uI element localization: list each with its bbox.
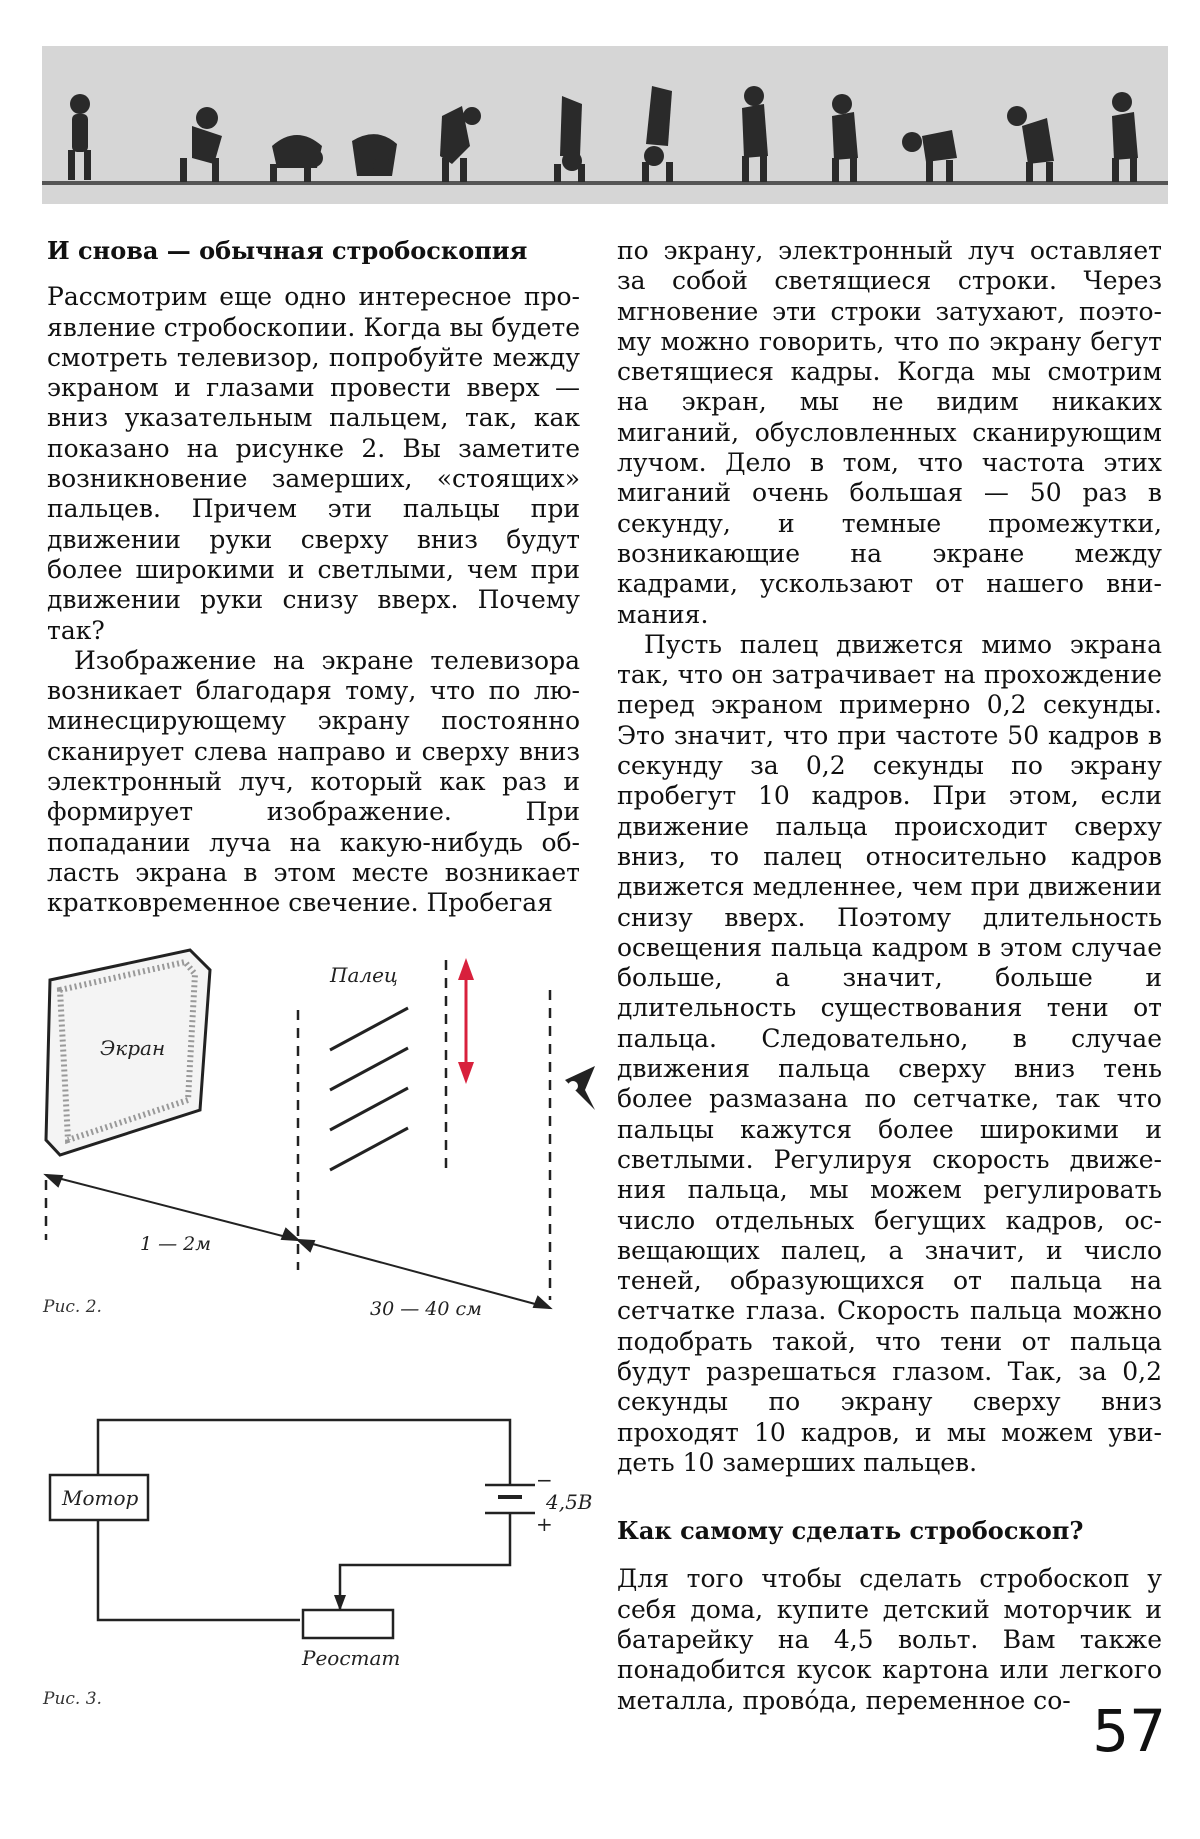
distance-arrow-1 bbox=[46, 1175, 298, 1240]
rheostat-label: Реостат bbox=[302, 1646, 401, 1670]
left-column bbox=[47, 236, 580, 919]
right-column bbox=[617, 236, 1162, 1716]
distance-label-1: 1 — 2м bbox=[140, 1233, 212, 1255]
figure-3-caption: Рис. 3. bbox=[43, 1689, 102, 1709]
battery-plus: + bbox=[536, 1512, 553, 1536]
figure-2-caption: Рис. 2. bbox=[43, 1297, 102, 1317]
section-heading-diy-stroboscope: Как самому сделать стробоскоп? bbox=[617, 1516, 1084, 1546]
motion-arrow bbox=[458, 958, 474, 1084]
screen-label: Экран bbox=[100, 1036, 166, 1060]
battery-voltage: 4,5В bbox=[546, 1490, 593, 1514]
paragraph: Пусть палец движется мимо экрана так, что он затрачивает на прохождение перед экраном примерно 0,2 секунды. Это значит, что при частоте 50 кадров в секунду за 0,2 секунды по экрану пробегут 10 кадров. При этом, если движение пальца происходит сверху вниз, то палец относительно кадров движется медленнее, чем при движении снизу вверх. Поэтому длительность освещения пальца кадром в этом случае больше, а значит, больше и длительность существования тени от пальца. Следовательно, в случае движения пальца сверху вниз тень более размазана по сетчатке, так что пальцы кажутся более широкими и светлыми. Регулируя скорость движения пальца, мы можем регулировать число отдельных бегущих кадров, освещающих палец, а значит, и число теней, образующихся от пальца на сетчатке глаза. Скорость пальца можно подобрать такой, что тени от пальца будут разрешаться глазом. Так, за 0,2 секунды по экрану сверху вниз проходят 10 кадров, и мы можем увидеть 10 замерших пальцев. bbox=[617, 629, 1162, 1477]
acrobat-sequence-image bbox=[42, 46, 1168, 204]
battery-minus: − bbox=[536, 1468, 553, 1492]
eye-icon bbox=[565, 1066, 595, 1110]
paragraph: Для того чтобы сделать стробоскоп у себя дома, купите детский моторчик и батарейку на 4,5 вольт. Вам также понадобится кусок картона или легкого металла, прово́да, переменное со- bbox=[617, 1564, 1162, 1715]
rheostat-box bbox=[303, 1610, 393, 1638]
figure-2-diagram bbox=[40, 940, 600, 1330]
finger-label: Палец bbox=[330, 963, 398, 987]
distance-label-2: 30 — 40 см bbox=[370, 1298, 482, 1320]
page-number: 57 bbox=[1092, 1697, 1166, 1765]
figure-3-circuit bbox=[40, 1405, 600, 1675]
paragraph: Рассмотрим еще одно интересное проявление стробоскопии. Когда вы будете смотреть телевизор, попробуйте между экраном и глазами провести вверх — вниз указательным пальцем, так, как показано на рисунке 2. Вы заметите возникновение замерших, «стоящих» пальцев. Причем эти пальцы при движении руки сверху вниз будут более широкими и светлыми, чем при движении руки снизу вверх. Почему так? bbox=[47, 282, 580, 645]
paragraph: по экрану, электронный луч оставляет за собой светящиеся строки. Через мгновение эти строки затухают, поэтому можно говорить, что по экрану бегут светящиеся кадры. Когда мы смотрим на экран, мы не видим никаких миганий, обусловленных сканирующим лучом. Дело в том, что частота этих миганий очень большая — 50 раз в секунду, и темные промежутки, возникающие на экране между кадрами, ускользают от нашего внимания. bbox=[617, 236, 1162, 629]
acrobat-sequence-banner bbox=[42, 46, 1168, 204]
motor-label: Мотор bbox=[62, 1486, 139, 1510]
section-heading-stroboscopy: И снова — обычная стробоскопия bbox=[47, 236, 528, 265]
finger-lines bbox=[330, 1008, 408, 1170]
paragraph: Изображение на экране телевизора возникает благодаря тому, что по люминесцирующему экрану постоянно сканирует слева направо и сверху вниз электронный луч, который как раз и формирует изображение. При попадании луча на какую-нибудь область экрана в этом месте возникает кратковременное свечение. Пробегая bbox=[47, 645, 580, 918]
